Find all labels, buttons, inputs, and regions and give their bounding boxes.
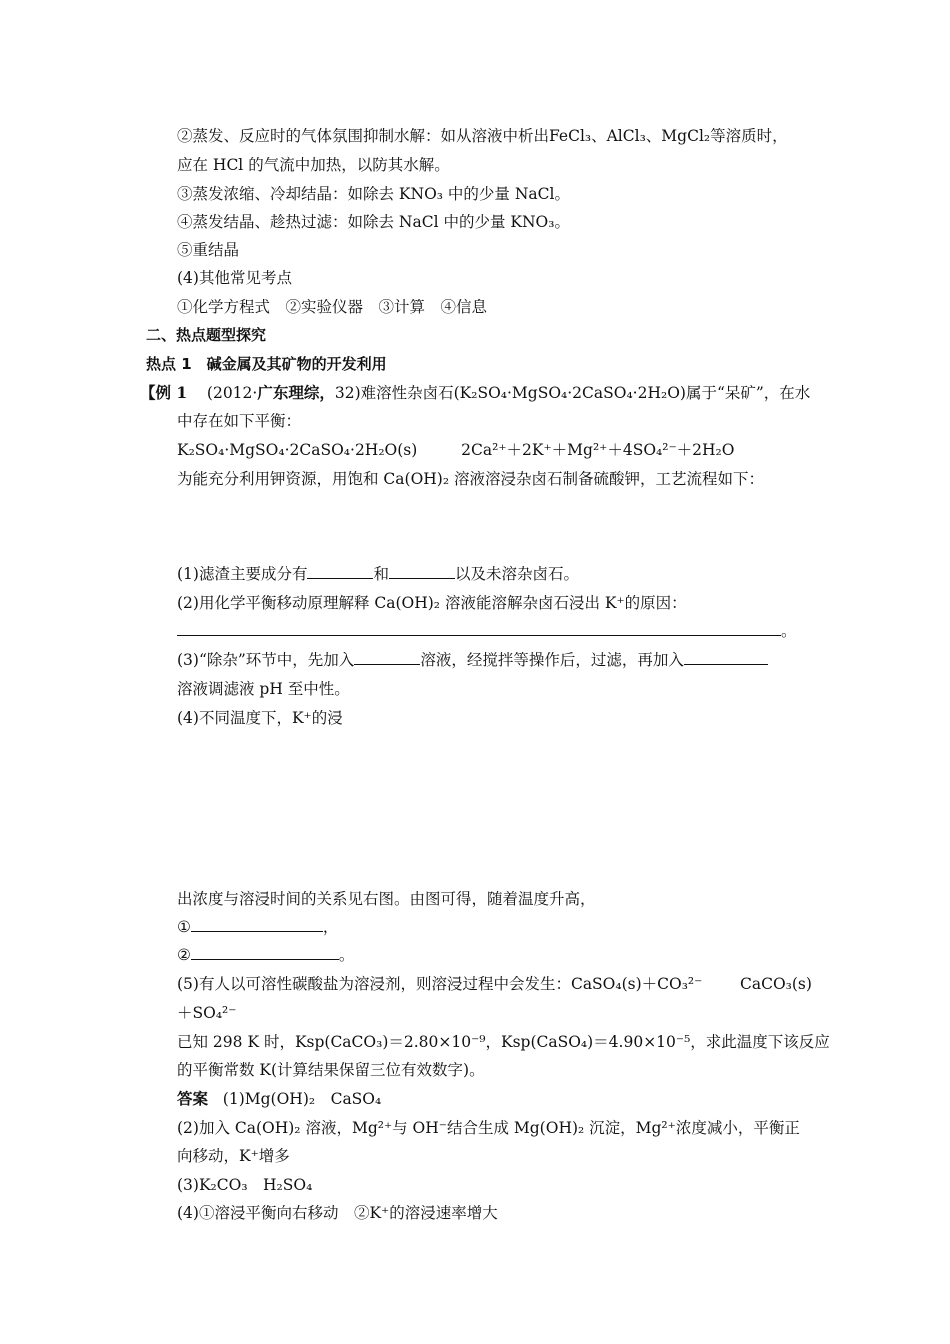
answer-blank [684, 650, 768, 665]
example-label: 【例 1 [140, 383, 188, 402]
example-text: 32)难溶性杂卤石(K₂SO₄·MgSO₄·2CaSO₄·2H₂O)属于“呆矿”，在水 [334, 384, 811, 402]
question-4-blank-1: ① ， [177, 918, 339, 936]
example-intro [140, 383, 810, 403]
text-line: ①化学方程式 ②实验仪器 ③计算 ④信息 [177, 298, 488, 316]
answer-blank [354, 650, 420, 665]
text-line: (3)K₂CO₃ H₂SO₄ [177, 1176, 313, 1194]
question-5-product: CaCO₃(s) [740, 975, 812, 993]
text-line: 已知 298 K 时，Ksp(CaCO₃)＝2.80×10⁻⁹，Ksp(CaSO₄)＝4.90×10⁻⁵，求此温度下该反应 [177, 1033, 830, 1051]
question-3: (3)“除杂”环节中，先加入 溶液，经搅拌等操作后，过滤，再加入 [177, 650, 768, 670]
example-source-name: 广东理综， [257, 383, 335, 402]
question-2-blank: 。 [177, 621, 797, 641]
question-4-blank-2: ② 。 [177, 946, 355, 964]
text-line: ④蒸发结晶、趁热过滤：如除去 NaCl 中的少量 KNO₃。 [177, 213, 570, 231]
text-line: ⑤重结晶 [177, 241, 240, 259]
section-heading: 二、热点题型探究 [146, 326, 267, 344]
question-4: (4)不同温度下，K⁺的浸 [177, 709, 343, 727]
text-line: (2)加入 Ca(OH)₂ 溶液，Mg²⁺与 OH⁻结合生成 Mg(OH)₂ 沉淀，Mg²⁺浓度减小，平衡正 [177, 1119, 800, 1137]
text-line: 为能充分利用钾资源，用饱和 Ca(OH)₂ 溶液溶浸杂卤石制备硫酸钾，工艺流程如下： [177, 470, 764, 488]
text-line: 应在 HCl 的气流中加热，以防其水解。 [177, 156, 450, 174]
text-line: (4)①溶浸平衡向右移动 ②K⁺的溶浸速率增大 [177, 1204, 498, 1222]
text-line: (4)其他常见考点 [177, 269, 292, 287]
text-line: ②蒸发、反应时的气体氛围抑制水解：如从溶液中析出FeCl₃、AlCl₃、MgCl₂等溶质时， [177, 127, 788, 145]
text-line: 中存在如下平衡： [177, 412, 302, 430]
text-line: 出浓度与溶浸时间的关系见右图。由图可得，随着温度升高， [177, 890, 596, 908]
text-line: ＋SO₄²⁻ [177, 1004, 237, 1022]
text-line: 向移动，K⁺增多 [177, 1147, 290, 1165]
answer-label: 答案 [177, 1089, 209, 1108]
question-1: (1)滤渣主要成分有 和 以及未溶杂卤石。 [177, 565, 579, 583]
equation-left: K₂SO₄·MgSO₄·2CaSO₄·2H₂O(s) [177, 441, 418, 459]
text-line: 的平衡常数 K(计算结果保留三位有效数字)。 [177, 1061, 485, 1079]
answer-blank [177, 621, 781, 636]
topic-heading: 热点 1 碱金属及其矿物的开发利用 [146, 355, 387, 373]
answer-blank [389, 564, 455, 579]
answer-blank [307, 564, 373, 579]
equilibrium-equation [177, 440, 734, 460]
answer-blank [191, 945, 339, 960]
text-line: 溶液调滤液 pH 至中性。 [177, 680, 350, 698]
answer-line: 答案 (1)Mg(OH)₂ CaSO₄ [177, 1089, 382, 1108]
question-2: (2)用化学平衡移动原理解释 Ca(OH)₂ 溶液能溶解杂卤石浸出 K⁺的原因： [177, 594, 687, 612]
text-line: ③蒸发浓缩、冷却结晶：如除去 KNO₃ 中的少量 NaCl。 [177, 185, 570, 203]
question-5: (5)有人以可溶性碳酸盐为溶浸剂，则溶浸过程中会发生：CaSO₄(s)＋CO₃²⁻ [177, 975, 703, 993]
equation-right: 2Ca²⁺＋2K⁺＋Mg²⁺＋4SO₄²⁻＋2H₂O [461, 441, 735, 459]
answer-blank [191, 917, 323, 932]
example-source: (2012· [206, 384, 258, 402]
